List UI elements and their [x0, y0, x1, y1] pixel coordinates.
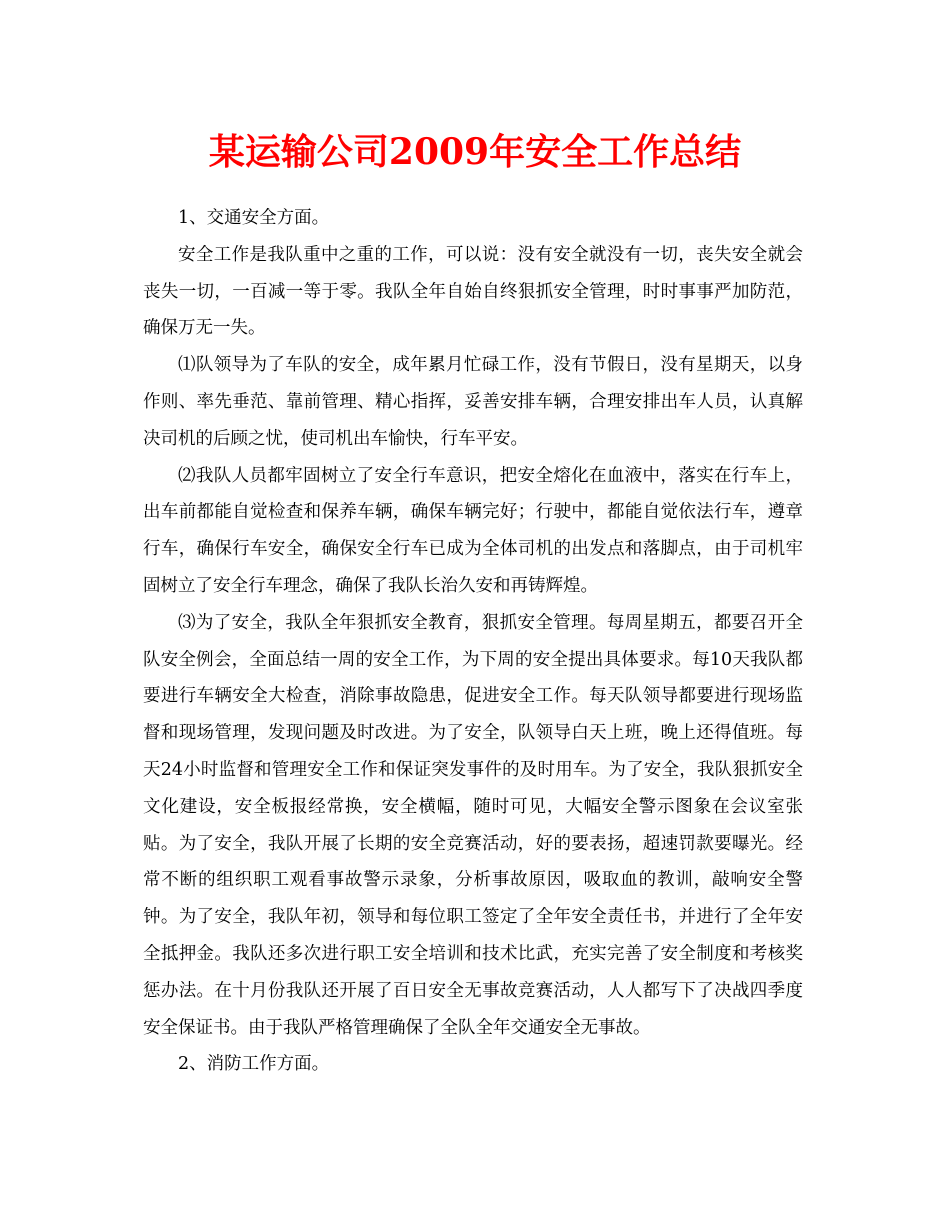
paragraph-item-3: ⑶为了安全，我队全年狠抓安全教育，狠抓安全管理。每周星期五，都要召开全队安全例会，全面总结一周的安全工作，为下周的安全提出具体要求。每10天我队都要进行车辆安全大检查，消除事故隐患，促进安全工作。每天队领导都要进行现场监督和现场管理，发现问题及时改进。为了安全，队领导白天上班，晚上还得值班。每天24小时监督和管理安全工作和保证突发事件的及时用车。为了安全，我队狠抓安全文化建设，安全板报经常换，安全横幅，随时可见，大幅安全警示图象在会议室张贴。为了安全，我队开展了长期的安全竞赛活动，好的要表扬，超速罚款要曝光。经常不断的组织职工观看事故警示录象，分析事故原因，吸取血的教训，敲响安全警钟。为了安全，我队年初，领导和每位职工签定了全年安全责任书，并进行了全年安全抵押金。我队还多次进行职工安全培训和技术比武，充实完善了安全制度和考核奖惩办法。在十月份我队还开展了百日安全无事故竞赛活动，人人都写下了决战四季度安全保证书。由于我队严格管理确保了全队全年交通安全无事故。	[143, 612, 803, 1038]
document-body	[143, 200, 803, 1083]
paragraph-safety-importance: 安全工作是我队重中之重的工作，可以说：没有安全就没有一切，丧失安全就会丧失一切，一百减一等于零。我队全年自始自终狠抓安全管理，时时事事严加防范，确保万无一失。	[143, 244, 803, 339]
paragraph-item-2: ⑵我队人员都牢固树立了安全行车意识，把安全熔化在血液中，落实在行车上，出车前都能自觉检查和保养车辆，确保车辆完好；行驶中，都能自觉依法行车，遵章行车，确保行车安全，确保安全行车已成为全体司机的出发点和落脚点，由于司机牢固树立了安全行车理念，确保了我队长治久安和再铸辉煌。	[143, 465, 803, 596]
paragraph-item-1: ⑴队领导为了车队的安全，成年累月忙碌工作，没有节假日，没有星期天，以身作则、率先垂范、靠前管理、精心指挥，妥善安排车辆，合理安排出车人员，认真解决司机的后顾之忧，使司机出车愉快，行车平安。	[143, 355, 803, 449]
section-heading-fire-safety: 2、消防工作方面。	[178, 1054, 330, 1075]
document-title: 某运输公司2009年安全工作总结	[208, 131, 742, 173]
section-heading-traffic-safety: 1、交通安全方面。	[178, 208, 330, 228]
